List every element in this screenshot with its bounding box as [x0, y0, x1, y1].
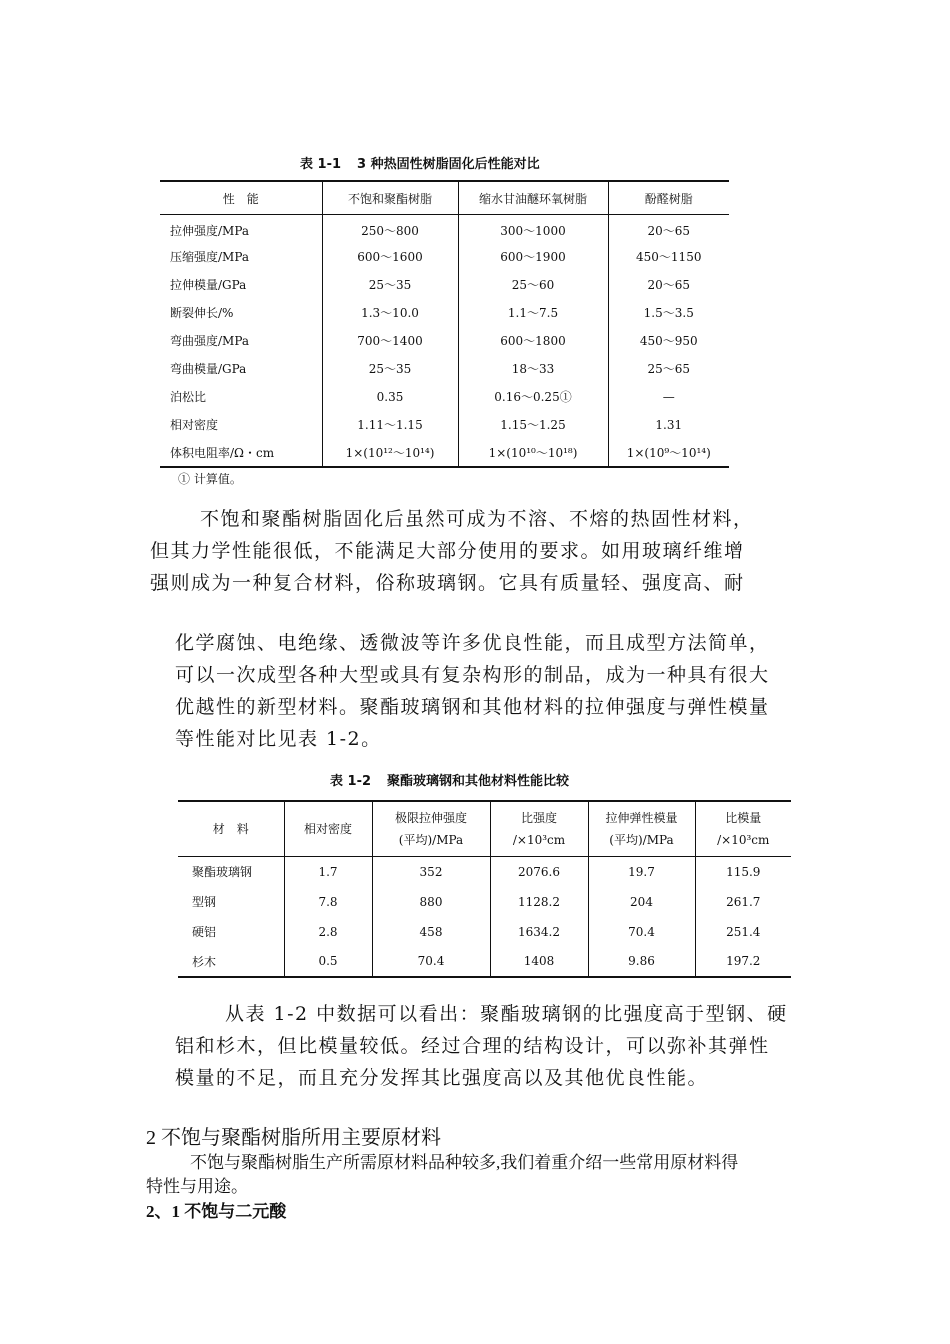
paragraph-line: 可以一次成型各种大型或具有复杂构形的制品，成为一种具有很大 [175, 664, 770, 686]
table-row [160, 411, 729, 439]
subsection-heading: 2、1 不饱与二元酸 [146, 1202, 287, 1221]
paragraph-line: 不饱和聚酯树脂固化后虽然可成为不溶、不熔的热固性材料， [200, 508, 754, 530]
table-cell: 断裂伸长/% [170, 306, 234, 320]
table-cell: 相对密度 [170, 418, 219, 432]
header-text: (平均)/MPa [398, 833, 464, 847]
header-text: 材 料 [212, 822, 249, 836]
table-cell: 197.2 [695, 947, 791, 977]
table-cell: 450～950 [608, 327, 729, 355]
table-cell: 2.8 [284, 917, 372, 947]
table1 [160, 180, 729, 468]
header-text: /×10³cm [717, 833, 770, 847]
paragraph-line: 铝和杉木，但比模量较低。经过合理的结构设计，可以弥补其弹性 [175, 1035, 770, 1057]
header-text: /×10³cm [512, 833, 566, 847]
table-row [178, 947, 791, 977]
table1-title: 3 种热固性树脂固化后性能对比 [357, 157, 540, 172]
table2 [178, 800, 791, 978]
table-cell: 0.35 [322, 383, 458, 411]
table-cell: 450～1150 [608, 243, 729, 271]
table-row [160, 439, 729, 467]
paragraph-line: 优越性的新型材料。聚酯玻璃钢和其他材料的拉伸强度与弹性模量 [175, 696, 770, 718]
table-cell: 1408 [490, 947, 588, 977]
table-cell: 25～35 [322, 355, 458, 383]
table-cell: — [608, 383, 729, 411]
table1-number: 表 1-1 [300, 157, 342, 172]
table-row [160, 215, 729, 243]
table-row [178, 917, 791, 947]
table-cell: 1×(10⁹～10¹⁴) [608, 439, 729, 467]
table1-header-cell: 酚醛树脂 [608, 181, 729, 215]
table-cell: 1.11～1.15 [322, 411, 458, 439]
table-cell: 拉伸模量/GPa [170, 278, 247, 292]
paragraph-line: 模量的不足，而且充分发挥其比强度高以及其他优良性能。 [175, 1067, 709, 1089]
table-cell: 352 [372, 857, 490, 887]
table-cell: 600～1900 [458, 243, 608, 271]
table-cell: 7.8 [284, 887, 372, 917]
table1-header-cell: 不饱和聚酯树脂 [322, 181, 458, 215]
header-text: 相对密度 [303, 822, 352, 836]
table-cell: 1.3～10.0 [322, 299, 458, 327]
table-cell: 1634.2 [490, 917, 588, 947]
table1-header-cell: 缩水甘油醚环氧树脂 [458, 181, 608, 215]
table-cell: 0.16～0.25① [458, 383, 608, 411]
section-intro-line: 不饱与聚酯树脂生产所需原材料品种较多,我们着重介绍一些常用原材料得 [190, 1153, 739, 1172]
table2-header-cell [372, 801, 490, 857]
paragraph-2 [175, 627, 815, 755]
table2-title: 聚酯玻璃钢和其他材料性能比较 [387, 774, 570, 789]
table-cell: 115.9 [695, 857, 791, 887]
table-cell: 型钢 [192, 895, 217, 909]
table-cell: 1×(10¹²～10¹⁴) [322, 439, 458, 467]
table-cell: 1×(10¹⁰～10¹⁸) [458, 439, 608, 467]
paragraph-line: 从表 1-2 中数据可以看出：聚酯玻璃钢的比强度高于型钢、硬 [225, 1003, 788, 1025]
table-cell: 204 [588, 887, 695, 917]
paragraph-line: 化学腐蚀、电绝缘、透微波等许多优良性能，而且成型方法简单， [175, 632, 770, 654]
table2-number: 表 1-2 [330, 774, 372, 789]
table-cell: 弯曲模量/GPa [170, 362, 247, 376]
table-cell: 硬铝 [192, 925, 217, 939]
table-cell: 25～60 [458, 271, 608, 299]
table-cell: 泊松比 [170, 390, 207, 404]
table1-footnote: ① 计算值。 [178, 472, 242, 486]
table2-header-cell [588, 801, 695, 857]
table-cell: 1128.2 [490, 887, 588, 917]
paragraph-line: 强则成为一种复合材料，俗称玻璃钢。它具有质量轻、强度高、耐 [150, 572, 745, 594]
table-row [160, 299, 729, 327]
table2-header-row [178, 801, 791, 857]
table-cell: 300～1000 [458, 215, 608, 243]
table2-header-cell [284, 801, 372, 857]
table1-header-cell: 性 能 [160, 181, 322, 215]
table-row [160, 355, 729, 383]
table-cell: 体积电阻率/Ω・cm [160, 439, 322, 467]
table-cell: 1.31 [608, 411, 729, 439]
table-cell: 20～65 [608, 271, 729, 299]
paragraph-1 [150, 503, 810, 599]
table-cell: 700～1400 [322, 327, 458, 355]
header-text: 拉伸弹性模量 [605, 811, 678, 825]
table1-caption [300, 153, 540, 172]
header-text: 极限拉伸强度 [394, 811, 467, 825]
table-cell: 压缩强度/MPa [170, 250, 250, 264]
table-cell: 250～800 [322, 215, 458, 243]
table-cell: 880 [372, 887, 490, 917]
table-cell: 25～35 [322, 271, 458, 299]
table-cell: 70.4 [588, 917, 695, 947]
table2-header-cell [178, 801, 284, 857]
header-text: 比模量 [725, 811, 762, 825]
table-cell: 261.7 [695, 887, 791, 917]
table-row [178, 887, 791, 917]
table-cell: 19.7 [588, 857, 695, 887]
table2-header-cell [695, 801, 791, 857]
table-row [160, 271, 729, 299]
table2-caption [330, 770, 569, 789]
section-heading: 2 不饱与聚酯树脂所用主要原材料 [146, 1127, 441, 1149]
table-cell: 1.5～3.5 [608, 299, 729, 327]
paragraph-3 [175, 998, 815, 1094]
table-cell: 0.5 [284, 947, 372, 977]
table-cell: 600～1800 [458, 327, 608, 355]
table-cell: 聚酯玻璃钢 [192, 865, 253, 880]
table-row [178, 857, 791, 887]
table-cell: 1.1～7.5 [458, 299, 608, 327]
table-cell: 600～1600 [322, 243, 458, 271]
table-row [160, 383, 729, 411]
table-cell: 70.4 [372, 947, 490, 977]
table2-header-cell [490, 801, 588, 857]
paragraph-line: 等性能对比见表 1-2。 [175, 728, 382, 750]
table-cell: 20～65 [608, 215, 729, 243]
table-row [160, 327, 729, 355]
table-cell: 拉伸强度/MPa [170, 224, 250, 239]
paragraph-line: 但其力学性能很低，不能满足大部分使用的要求。如用玻璃纤维增 [150, 540, 745, 562]
table-cell: 弯曲强度/MPa [170, 334, 250, 348]
section-intro-line: 特性与用途。 [146, 1177, 248, 1196]
header-text: 比强度 [520, 811, 557, 825]
table-cell: 251.4 [695, 917, 791, 947]
table-cell: 25～65 [608, 355, 729, 383]
table-row [160, 243, 729, 271]
table-cell: 杉木 [178, 947, 284, 977]
table-cell: 18～33 [458, 355, 608, 383]
table-cell: 1.15～1.25 [458, 411, 608, 439]
table-cell: 2076.6 [490, 857, 588, 887]
table1-header-row [160, 181, 729, 215]
table-cell: 458 [372, 917, 490, 947]
table-cell: 1.7 [284, 857, 372, 887]
header-text: (平均)/MPa [609, 833, 674, 847]
table-cell: 9.86 [588, 947, 695, 977]
